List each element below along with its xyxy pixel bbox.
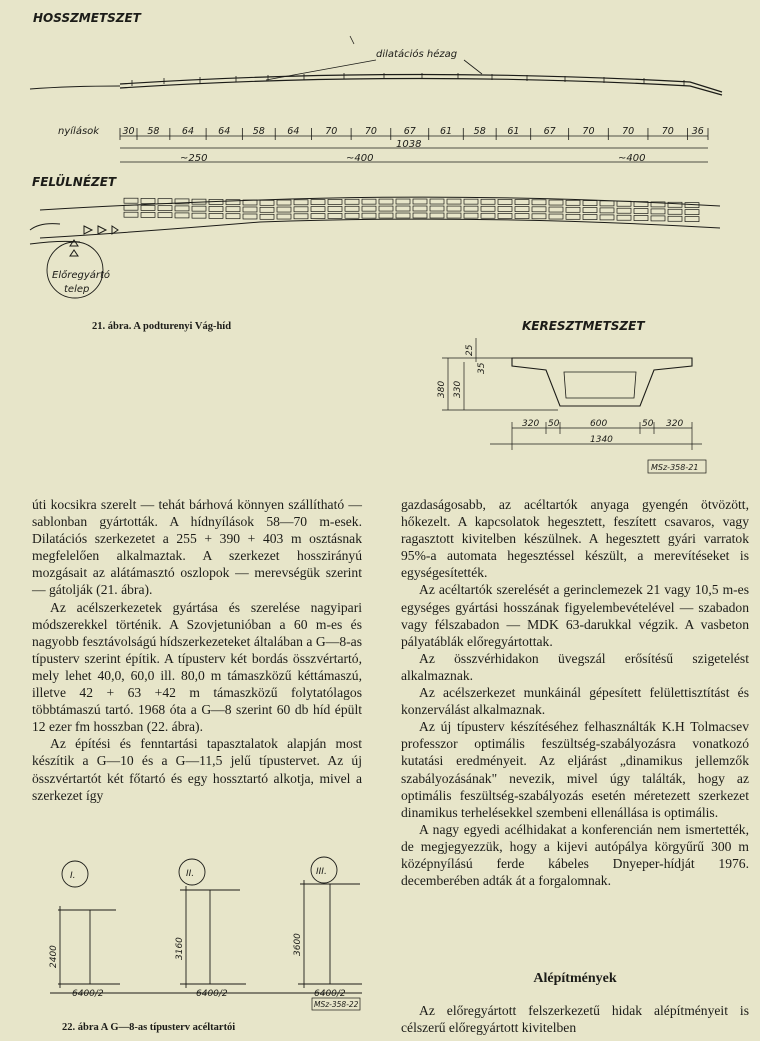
- deck-element: [447, 206, 461, 211]
- dim-380: 380: [437, 380, 447, 398]
- deck-element: [226, 207, 240, 212]
- deck-element: [634, 216, 648, 221]
- deck-element: [277, 214, 291, 219]
- right-column-tail: [401, 1002, 749, 1036]
- deck-element: [549, 214, 563, 219]
- deck-element: [481, 199, 495, 204]
- right-paragraph-1: gazdaságosabb, az acéltartók anyaga gyengén ötvözött, hőkezelt. A kapcsolatok hegesztett, feszített csavaros, vagy ragasztott kivitelben készülnek. A hegesztett gyári varratok 95%-a automata hegesztéssel készült, a merevítéseket is egységesítették.: [401, 497, 749, 581]
- deck-element: [617, 215, 631, 220]
- left-paragraph-1: úti kocsikra szerelt — tehát bárhová könnyen szállítható — sablonban gyártották. A hídnyílások 58—70 m-esek. Dilatációs szerkezetet a 255 + 390 + 403 m osztásnak megfelelően alkalmaztak. A szerkezet hosszirányú mozgásait az alátámasztó oszlopok — merevségük szerint — gátolják (21. ábra).: [32, 497, 362, 598]
- expansion-joint-label: dilatációs hézag: [376, 49, 458, 60]
- deck-element: [515, 214, 529, 219]
- deck-element: [498, 213, 512, 218]
- left-paragraph-2: Az acélszerkezetek gyártása és szerelése nagyipari módszerekkel történik. A Szovjetunióban a 60 m-es és nagyobb fesztávolságú hídszerkezeteket általában a G—8-as típusterv szerint építik. A típusterv két bordás összvértartó, mely lehet 40,0, 60,0 ill. 80,0 m támaszközű kéttámaszú, illetve 42 + 63 +42 m támaszközű folytatólagos többtámaszú tartó. 1968 óta a G—8 szerint 60 db híd épült 12 ezer fm hosszban (22. ábra).: [32, 599, 362, 735]
- right-text-column: [401, 496, 749, 889]
- span-value: 36: [691, 126, 704, 137]
- deck-element: [685, 210, 699, 215]
- section-heading: Alépítmények: [533, 971, 617, 986]
- deck-element: [413, 206, 427, 211]
- deck-element: [311, 207, 325, 212]
- span-value: 64: [218, 126, 231, 137]
- deck-element: [515, 200, 529, 205]
- span-value: 64: [287, 126, 300, 137]
- deck-element: [396, 199, 410, 204]
- girder-height-1: 2400: [49, 945, 59, 968]
- deck-element: [243, 207, 257, 212]
- deck-element: [549, 200, 563, 205]
- deck-element: [141, 212, 155, 217]
- figure-21-caption: 21. ábra. A podturenyi Vág-híd: [92, 321, 232, 332]
- cross-section-drawing: [420, 310, 720, 490]
- left-paragraph-3: Az építési és fenntartási tapasztalatok alapján most készítik a G—10 és a G—11,5 jelű típustervet. Az új összvértartót két főtartó és egy hossztartó alkotja, mivel a szerkezet így: [32, 736, 362, 803]
- deck-element: [379, 206, 393, 211]
- span-value: 70: [582, 126, 595, 137]
- dim-35: 35: [477, 362, 487, 374]
- deck-element: [481, 206, 495, 211]
- deck-element: [634, 209, 648, 214]
- yard-label-2: telep: [64, 284, 90, 295]
- left-text-column: [32, 496, 362, 804]
- spans-label: nyílások: [58, 126, 100, 137]
- deck-element: [464, 213, 478, 218]
- deck-element: [447, 213, 461, 218]
- figure-22-drawing: [20, 850, 370, 1020]
- deck-element: [328, 213, 342, 218]
- deck-element: [532, 214, 546, 219]
- deck-element: [600, 208, 614, 213]
- span-values: [122, 126, 703, 137]
- girder-width-1: 6400/2: [72, 989, 104, 999]
- deck-element: [294, 214, 308, 219]
- right-paragraph-2: Az acéltartók szerelését a gerinclemezek 21 vagy 10,5 m-es egységes gyártási hosszának figyelembevételével — szabadon vagy félszabadon — MDK 63-darukkal végzik. A vasbeton pályatáblák előregyártottak.: [401, 582, 749, 649]
- figure-22-stamp: MSz-358-22: [314, 1000, 359, 1009]
- figure-22-caption: 22. ábra A G—8-as típusterv acéltartói: [62, 1022, 236, 1033]
- deck-element: [175, 206, 189, 211]
- deck-element: [583, 215, 597, 220]
- deck-element: [277, 207, 291, 212]
- span-value: 70: [325, 126, 338, 137]
- dim-330: 330: [453, 380, 463, 398]
- deck-element: [566, 214, 580, 219]
- deck-element: [158, 206, 172, 211]
- deck-element: [175, 213, 189, 218]
- deck-element: [192, 213, 206, 218]
- deck-element: [617, 208, 631, 213]
- girder-height-2: 3160: [175, 937, 185, 960]
- deck-element: [600, 215, 614, 220]
- deck-element: [379, 199, 393, 204]
- deck-element: [260, 214, 274, 219]
- deck-element: [124, 205, 138, 210]
- deck-element: [294, 200, 308, 205]
- deck-element: [583, 208, 597, 213]
- long-section-title: HOSSZMETSZET: [33, 11, 141, 25]
- deck-element: [124, 212, 138, 217]
- deck-element: [362, 206, 376, 211]
- deck-element: [209, 213, 223, 218]
- dim-1340: 1340: [590, 435, 613, 445]
- segment-2-length: ~400: [346, 153, 374, 164]
- girder-label-2: II.: [186, 869, 195, 879]
- deck-element: [481, 213, 495, 218]
- deck-element: [396, 213, 410, 218]
- deck-element: [464, 206, 478, 211]
- segment-1-length: ~250: [180, 153, 208, 164]
- right-paragraph-3: Az összvérhidakon üvegszál erősítésű szigetelést alkalmaznak.: [401, 650, 749, 683]
- deck-element: [685, 217, 699, 222]
- deck-element: [532, 207, 546, 212]
- deck-element: [328, 199, 342, 204]
- span-value: 30: [122, 126, 135, 137]
- span-value: 70: [622, 126, 635, 137]
- span-value: 67: [543, 126, 556, 137]
- deck-element: [345, 206, 359, 211]
- deck-element: [532, 200, 546, 205]
- deck-element: [396, 206, 410, 211]
- deck-element: [600, 201, 614, 206]
- span-value: 58: [473, 126, 486, 137]
- cross-section-title: KERESZTMETSZET: [522, 319, 645, 333]
- deck-element: [311, 200, 325, 205]
- deck-element: [379, 213, 393, 218]
- deck-element: [362, 213, 376, 218]
- deck-element: [209, 206, 223, 211]
- span-value: 58: [252, 126, 265, 137]
- span-value: 70: [364, 126, 377, 137]
- span-value: 61: [439, 126, 453, 137]
- deck-element: [498, 206, 512, 211]
- dim-320-right: 320: [666, 419, 684, 429]
- deck-element: [668, 216, 682, 221]
- deck-element: [430, 206, 444, 211]
- plan-view-title: FELÜLNÉZET: [32, 175, 117, 189]
- total-length: 1038: [396, 139, 422, 150]
- deck-element: [328, 206, 342, 211]
- right-paragraph-5: Az új típusterv készítéséhez felhasználták K.H Tolmacsev professzor optimális feszültség-szabályozásra vonatkozó kutatási eredményeit. Az eljárást „dinamikus jellemzők szabályozásának" nevezik, mivel úgy találták, hogy az optimális feszültség-szabályozás esetén méretezett szerkezet dinamikus terhelésekkel szembeni ellenállása is optimális.: [401, 719, 749, 820]
- girder-width-3: 6400/2: [314, 989, 346, 999]
- yard-label-1: Előregyártó: [52, 270, 111, 281]
- deck-element: [345, 199, 359, 204]
- right-paragraph-6: A nagy egyedi acélhidakat a konferencián nem ismertették, de megjegyezzük, hogy a kijevi autópálya körgyűrű 300 m középnyílású ferde kábeles Dnyeper-hídját 1976. decemberében adták át a forgalomnak.: [401, 821, 749, 889]
- deck-element: [447, 199, 461, 204]
- dim-600: 600: [590, 419, 608, 429]
- deck-element: [294, 207, 308, 212]
- deck-element: [345, 213, 359, 218]
- deck-element: [515, 207, 529, 212]
- deck-element: [141, 205, 155, 210]
- figure-21-drawing: [0, 0, 760, 300]
- dim-50-right: 50: [642, 419, 654, 429]
- dim-25: 25: [465, 344, 475, 356]
- girder-height-3: 3600: [293, 933, 303, 956]
- deck-element: [362, 199, 376, 204]
- deck-element: [430, 213, 444, 218]
- span-value: 70: [661, 126, 674, 137]
- deck-element: [413, 213, 427, 218]
- dim-50-left: 50: [548, 419, 560, 429]
- deck-element: [277, 200, 291, 205]
- girder-label-1: I.: [70, 871, 76, 881]
- deck-element: [668, 209, 682, 214]
- right-paragraph-4: Az acélszerkezet munkáinál gépesített felülettisztítást és konzerválást alkalmaznak.: [401, 685, 749, 718]
- transport-arrows: [70, 226, 118, 256]
- span-value: 64: [181, 126, 195, 137]
- span-value: 61: [507, 126, 520, 137]
- deck-element: [617, 201, 631, 206]
- deck-element: [260, 200, 274, 205]
- deck-element: [583, 201, 597, 206]
- deck-element: [192, 206, 206, 211]
- deck-element: [243, 214, 257, 219]
- span-value: 67: [403, 126, 416, 137]
- deck-element: [566, 200, 580, 205]
- deck-element: [651, 216, 665, 221]
- cross-section-stamp: MSz-358-21: [651, 463, 699, 472]
- deck-element: [566, 207, 580, 212]
- deck-element: [311, 214, 325, 219]
- deck-element: [430, 199, 444, 204]
- span-value: 58: [147, 126, 160, 137]
- bridge-longitudinal-profile: [30, 73, 722, 95]
- dim-320-left: 320: [522, 419, 540, 429]
- deck-element: [464, 199, 478, 204]
- deck-element: [549, 207, 563, 212]
- right-paragraph-7: Az előregyártott felszerkezetű hidak alépítményeit is célszerű előregyártott kivitelben: [401, 1003, 749, 1036]
- deck-element: [413, 199, 427, 204]
- girder-width-2: 6400/2: [196, 989, 228, 999]
- girder-label-3: III.: [316, 867, 327, 877]
- deck-element: [158, 213, 172, 218]
- deck-element: [498, 199, 512, 204]
- segment-3-length: ~400: [618, 153, 646, 164]
- deck-element: [651, 209, 665, 214]
- deck-element: [141, 198, 155, 203]
- deck-element: [124, 198, 138, 203]
- deck-element: [226, 214, 240, 219]
- deck-element: [260, 207, 274, 212]
